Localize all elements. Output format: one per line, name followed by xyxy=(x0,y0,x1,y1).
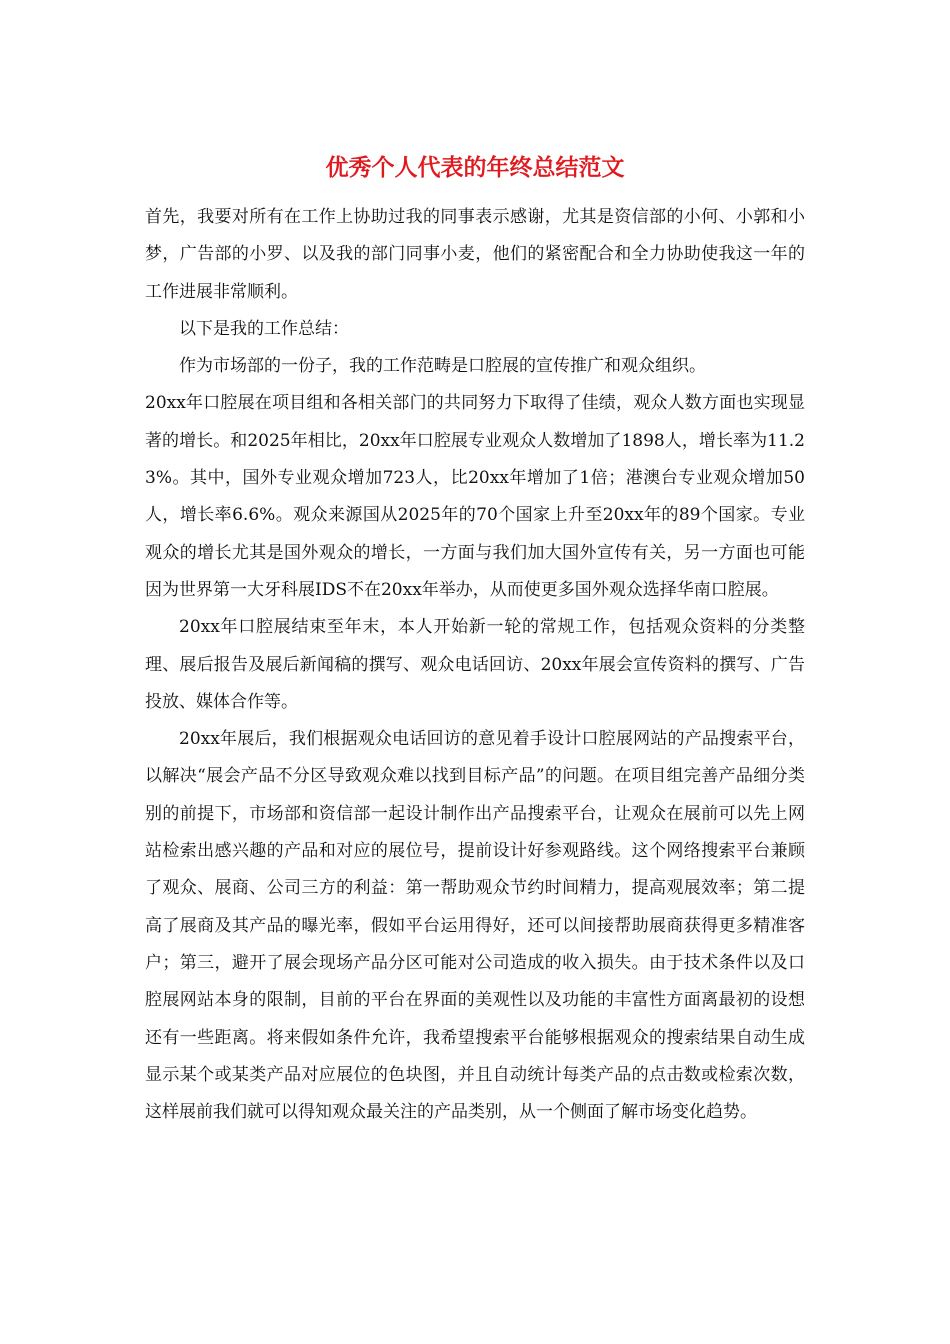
paragraph-thanks: 首先，我要对所有在工作上协助过我的同事表示感谢，尤其是资信部的小何、小郭和小梦，广告部的小罗、以及我的部门同事小麦，他们的紧密配合和全力协助使我这一年的工作进展非常顺利。 xyxy=(145,207,805,302)
paragraph-search-platform: 20xx年展后，我们根据观众电话回访的意见着手设计口腔展网站的产品搜索平台，以解决“展会产品不分区导致观众难以找到目标产品”的问题。在项目组完善产品细分类别的前提下，市场部和资信部一起设计制作出产品搜索平台，让观众在展前可以先上网站检索出感兴趣的产品和对应的展位号，提前设计好参观路线。这个网络搜索平台兼顾了观众、展商、公司三方的利益：第一帮助观众节约时间精力，提高观展效率；第二提高了展商及其产品的曝光率，假如平台运用得好，还可以间接帮助展商获得更多精准客户；第三，避开了展会现场产品分区可能对公司造成的收入损失。由于技术条件以及口腔展网站本身的限制，目前的平台在界面的美观性以及功能的丰富性方面离最初的设想还有一些距离。将来假如条件允许，我希望搜索平台能够根据观众的搜索结果自动生成显示某个或某类产品对应展位的色块图，并且自动统计每类产品的点击数或检索次数，这样展前我们就可以得知观众最关注的产品类别，从一个侧面了解市场变化趋势。 xyxy=(145,729,805,1123)
document-title: 优秀个人代表的年终总结范文 xyxy=(325,154,625,181)
paragraph-routine-work: 20xx年口腔展结束至年末，本人开始新一轮的常规工作，包括观众资料的分类整理、展后报告及展后新闻稿的撰写、观众电话回访、20xx年展会宣传资料的撰写、广告投放、媒体合作等。 xyxy=(145,617,805,712)
document-body xyxy=(145,199,805,1131)
paragraph-results: 20xx年口腔展在项目组和各相关部门的共同努力下取得了佳绩，观众人数方面也实现显著的增长。和2025年相比，20xx年口腔展专业观众人数增加了1898人，增长率为11.23%。其中，国外专业观众增加723人，比20xx年增加了1倍；港澳台专业观众增加50人，增长率6.6%。观众来源国从2025年的70个国家上升至20xx年的89个国家。专业观众的增长尤其是国外观众的增长，一方面与我们加大国外宣传有关，另一方面也可能因为世界第一大牙科展IDS不在20xx年举办，从而使更多国外观众选择华南口腔展。 xyxy=(145,393,805,600)
paragraph-role: 作为市场部的一份子，我的工作范畴是口腔展的宣传推广和观众组织。 xyxy=(179,356,706,377)
paragraph-summary-intro: 以下是我的工作总结： xyxy=(179,318,349,339)
